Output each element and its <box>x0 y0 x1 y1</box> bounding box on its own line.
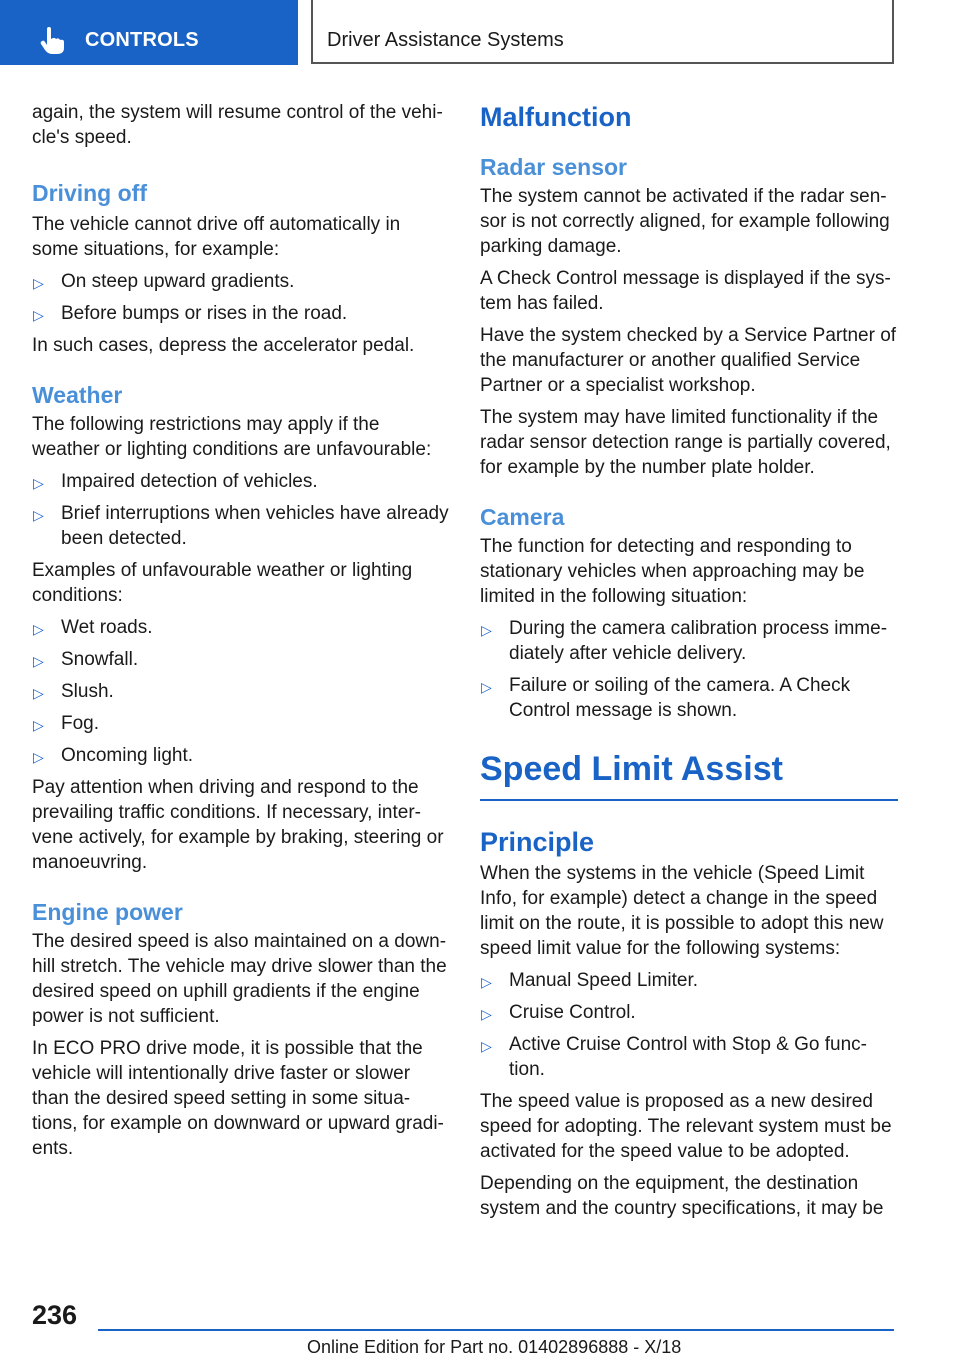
camera-heading: Camera <box>480 504 565 530</box>
list-item: ▷ On steep upward gradients. <box>32 269 450 294</box>
camera-list <box>480 616 898 723</box>
bullet-triangle-icon: ▷ <box>33 685 44 701</box>
principle-paragraph-2: The speed value is proposed as a new desired speed for adopting. The relevant system must be activated for the speed value to be adopted. <box>480 1091 892 1162</box>
bullet-triangle-icon: ▷ <box>481 622 492 638</box>
bullet-triangle-icon: ▷ <box>481 1038 492 1054</box>
list-item: ▷ Cruise Control. <box>480 1000 898 1025</box>
list-item: ▷ Snowfall. <box>32 647 450 672</box>
bullet-triangle-icon: ▷ <box>33 749 44 765</box>
weather-conditions-list <box>32 615 450 768</box>
weather-after: Pay attention when driving and respond to the prevailing traffic conditions. If necessary, inter-vene actively, for example by braking, steering or manoeuvring. <box>32 777 444 873</box>
bullet-triangle-icon: ▷ <box>33 275 44 291</box>
engine-power-heading: Engine power <box>32 899 183 925</box>
list-item: ▷ Failure or soiling of the camera. A Check Control message is shown. <box>481 675 851 721</box>
controls-tab-label: CONTROLS <box>85 29 199 51</box>
section-header <box>311 0 894 64</box>
list-item: ▷ During the camera calibration process imme-diately after vehicle delivery. <box>481 618 888 664</box>
weather-text: The following restrictions may apply if the weather or lighting conditions are unfavourable: <box>32 414 432 460</box>
radar-sensor-heading: Radar sensor <box>480 154 628 180</box>
list-item: ▷ Fog. <box>32 711 450 736</box>
list-item: ▷ Wet roads. <box>32 615 450 640</box>
list-item: ▷ Manual Speed Limiter. <box>480 968 898 993</box>
page-number: 236 <box>32 1300 78 1330</box>
bullet-triangle-icon: ▷ <box>33 307 44 323</box>
speed-limit-assist-heading: Speed Limit Assist <box>480 750 783 788</box>
pointing-hand-icon <box>40 27 66 55</box>
radar-paragraph-3: Have the system checked by a Service Partner of the manufacturer or another qualified Service Partner or a specialist workshop. <box>480 325 897 396</box>
engine-power-text-2: In ECO PRO drive mode, it is possible that the vehicle will intentionally drive faster or slower than the desired speed setting in some situa-tions, for example on downward or upward gradi-ents. <box>32 1038 444 1159</box>
principle-paragraph-3: Depending on the equipment, the destination system and the country specifications, it may be <box>480 1173 884 1219</box>
list-item: ▷ Brief interruptions when vehicles have already been detected. <box>33 503 449 549</box>
bullet-triangle-icon: ▷ <box>33 717 44 733</box>
driving-off-after: In such cases, depress the accelerator pedal. <box>32 335 415 356</box>
left-column <box>32 100 450 1168</box>
principle-list <box>480 968 898 1082</box>
principle-text: When the systems in the vehicle (Speed Limit Info, for example) detect a change in the speed limit on the route, it is possible to adopt this new speed limit value for the following systems: <box>480 863 884 959</box>
bullet-triangle-icon: ▷ <box>33 653 44 669</box>
right-column <box>480 100 898 1228</box>
controls-tab[interactable] <box>0 0 298 65</box>
principle-heading: Principle <box>480 827 595 857</box>
bullet-triangle-icon: ▷ <box>481 974 492 990</box>
driving-off-heading: Driving off <box>32 180 147 206</box>
weather-heading: Weather <box>32 382 123 408</box>
camera-text: The function for detecting and responding to stationary vehicles when approaching may be limited in the following situation: <box>480 536 865 607</box>
bullet-triangle-icon: ▷ <box>481 679 492 695</box>
chapter-rule <box>480 799 898 801</box>
bullet-triangle-icon: ▷ <box>33 621 44 637</box>
radar-paragraph-2: A Check Control message is displayed if the sys-tem has failed. <box>480 268 891 314</box>
list-item: ▷ Slush. <box>32 679 450 704</box>
list-item: ▷ Oncoming light. <box>32 743 450 768</box>
bullet-triangle-icon: ▷ <box>33 475 44 491</box>
weather-list <box>32 469 450 551</box>
bullet-triangle-icon: ▷ <box>33 507 44 523</box>
driving-off-text: The vehicle cannot drive off automatically in some situations, for example: <box>32 214 401 260</box>
footer-rule <box>98 1329 894 1331</box>
list-item: ▷ Active Cruise Control with Stop & Go func-tion. <box>481 1034 867 1080</box>
bullet-triangle-icon: ▷ <box>481 1006 492 1022</box>
section-title: Driver Assistance Systems <box>327 29 564 51</box>
engine-power-text: The desired speed is also maintained on a down-hill stretch. The vehicle may drive slower than the desired speed on uphill gradients if the engine power is not sufficient. <box>32 931 447 1027</box>
list-item: ▷ Before bumps or rises in the road. <box>32 301 450 326</box>
malfunction-heading: Malfunction <box>480 102 632 132</box>
radar-paragraph-1: The system cannot be activated if the radar sen-sor is not correctly aligned, for example following parking damage. <box>480 186 890 257</box>
radar-paragraph-4: The system may have limited functionality if the radar sensor detection range is partially covered, for example by the number plate holder. <box>480 407 891 478</box>
driving-off-list <box>32 269 450 326</box>
intro-paragraph: again, the system will resume control of the vehi-cle's speed. <box>32 102 443 148</box>
edition-text: Online Edition for Part no. 01402896888 - X/18 <box>307 1337 682 1357</box>
weather-text-2: Examples of unfavourable weather or lighting conditions: <box>32 560 413 606</box>
list-item: ▷ Impaired detection of vehicles. <box>32 469 450 494</box>
